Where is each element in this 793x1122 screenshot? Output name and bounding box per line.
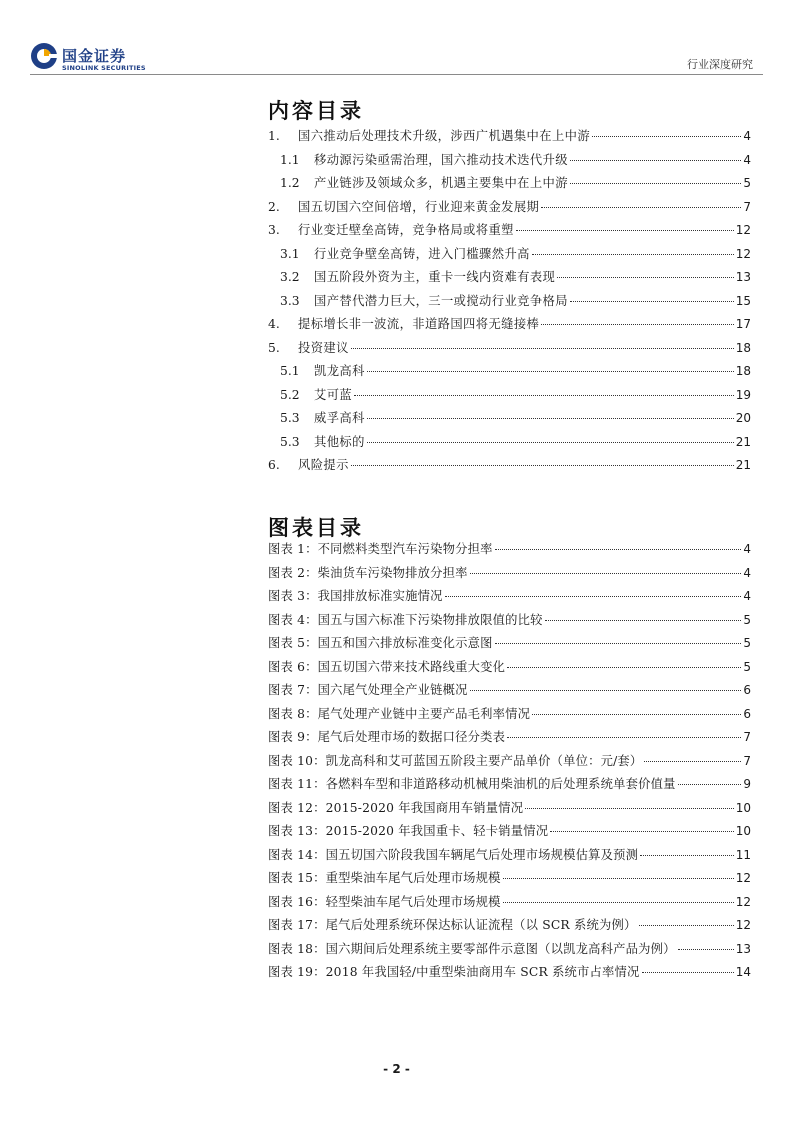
- toc-entry[interactable]: [268, 197, 751, 221]
- toc-entry[interactable]: [268, 455, 751, 479]
- figure-title: 图表 18：国六期间后处理系统主要零部件示意图（以凯龙高科产品为例）: [268, 941, 676, 956]
- page-ref: 17: [735, 317, 751, 331]
- dot-leader: [367, 371, 734, 372]
- dot-leader: [550, 831, 733, 832]
- toc-entry-title: 移动源污染亟需治理，国六推动技术迭代升级: [314, 152, 568, 167]
- dot-leader: [532, 254, 734, 255]
- figure-title: 图表 12：2015-2020 年我国商用车销量情况: [268, 800, 524, 815]
- dot-leader: [570, 160, 741, 161]
- figure-list-item[interactable]: [268, 939, 751, 963]
- dot-leader: [470, 690, 742, 691]
- toc-entry[interactable]: [268, 126, 751, 150]
- figure-title: 图表 17：尾气后处理系统环保达标认证流程（以 SCR 系统为例）: [268, 918, 637, 932]
- dot-leader: [640, 855, 734, 856]
- dot-leader: [557, 277, 733, 278]
- toc-entry[interactable]: [268, 173, 751, 197]
- page-ref: 10: [735, 824, 751, 838]
- figure-list-item[interactable]: [268, 680, 751, 704]
- page-ref: 12: [735, 871, 751, 885]
- toc-entry-number: 2.: [268, 199, 280, 214]
- toc-entry[interactable]: [268, 244, 751, 268]
- page-ref: 5: [743, 636, 751, 650]
- figure-title: 图表 6：国五切国六带来技术路线重大变化: [268, 659, 506, 674]
- page-ref: 12: [735, 918, 751, 932]
- page-ref: 10: [735, 800, 751, 815]
- logo-mark-icon: [30, 42, 58, 70]
- toc-entry-number: 5.: [268, 340, 280, 355]
- dot-leader: [678, 949, 734, 950]
- page-ref: 6: [743, 706, 751, 721]
- page-ref: 4: [743, 129, 751, 143]
- dot-leader: [351, 348, 734, 349]
- page-ref: 12: [735, 894, 751, 909]
- report-type: 行业深度研究: [687, 58, 753, 71]
- figure-title: 图表 14：国五切国六阶段我国车辆尾气后处理市场规模估算及预测: [268, 847, 639, 862]
- toc-entry[interactable]: [268, 408, 751, 432]
- page-ref: 12: [735, 223, 751, 237]
- toc-title: 内容目录: [268, 99, 364, 123]
- page-ref: 4: [743, 589, 751, 603]
- figure-title: 图表 8：尾气处理产业链中主要产品毛利率情况: [268, 706, 531, 721]
- toc-entry-number: 5.3: [280, 411, 300, 425]
- page-ref: 15: [735, 293, 751, 308]
- figure-title: 图表 15：重型柴油车尾气后处理市场规模: [268, 871, 501, 885]
- dot-leader: [495, 549, 742, 550]
- dot-leader: [470, 573, 742, 574]
- dot-leader: [642, 972, 734, 973]
- page-ref: 4: [743, 565, 751, 580]
- page-ref: 5: [743, 659, 751, 674]
- figure-title: 图表 13：2015-2020 年我国重卡、轻卡销量情况: [268, 824, 549, 838]
- figure-title: 图表 7：国六尾气处理全产业链概况: [268, 683, 468, 697]
- page-ref: 5: [743, 612, 751, 627]
- toc-entry-title: 国五切国六空间倍增，行业迎来黄金发展期: [298, 199, 540, 214]
- dot-leader: [644, 761, 741, 762]
- figure-list-item[interactable]: [268, 751, 751, 775]
- toc-entry-title: 风险提示: [298, 458, 349, 472]
- toc-entry-number: 5.3: [280, 434, 300, 449]
- page-ref: 18: [735, 340, 751, 355]
- figure-list-item[interactable]: [268, 727, 751, 751]
- toc-entry[interactable]: [268, 150, 751, 174]
- page-header: [0, 0, 793, 80]
- dot-leader: [545, 620, 742, 621]
- toc-entry-number: 6.: [268, 458, 280, 472]
- page-ref: 13: [735, 941, 751, 956]
- figure-title: 图表 2：柴油货车污染物排放分担率: [268, 565, 468, 580]
- company-logo: [30, 42, 160, 78]
- toc-entry-number: 3.2: [280, 270, 300, 284]
- logo-english-name: SINOLINK SECURITIES: [62, 64, 146, 72]
- toc-entry-number: 5.2: [280, 387, 300, 402]
- dot-leader: [570, 183, 741, 184]
- toc-entry[interactable]: [268, 361, 751, 385]
- toc-entry-number: 5.1: [280, 364, 300, 378]
- toc-entry[interactable]: [268, 267, 751, 291]
- dot-leader: [639, 925, 734, 926]
- figures-title: 图表目录: [268, 516, 364, 540]
- page-ref: 18: [735, 364, 751, 378]
- toc-entry-number: 1.: [268, 129, 280, 143]
- dot-leader: [541, 207, 741, 208]
- figure-title: 图表 10：凯龙高科和艾可蓝国五阶段主要产品单价（单位：元/套）: [268, 753, 643, 768]
- figure-list-item[interactable]: [268, 915, 751, 939]
- toc-entry-title: 投资建议: [298, 340, 349, 355]
- figure-list-item[interactable]: [268, 610, 751, 634]
- page-ref: 6: [743, 683, 751, 697]
- figure-list-item[interactable]: [268, 774, 751, 798]
- page-ref: 5: [743, 176, 751, 190]
- toc-entry-number: 3.3: [280, 293, 300, 308]
- figure-list-item[interactable]: [268, 845, 751, 869]
- figure-title: 图表 3：我国排放标准实施情况: [268, 589, 443, 603]
- dot-leader: [367, 418, 734, 419]
- toc-entry-title: 行业竞争壁垒高铸，进入门槛骤然升高: [314, 246, 530, 261]
- dot-leader: [516, 230, 734, 231]
- logo-chinese-name: 国金证券: [62, 47, 127, 65]
- figure-list-item[interactable]: [268, 704, 751, 728]
- figure-title: 图表 11：各燃料车型和非道路移动机械用柴油机的后处理系统单套价值量: [268, 777, 676, 791]
- toc-list: [268, 126, 751, 479]
- figure-title: 图表 16：轻型柴油车尾气后处理市场规模: [268, 894, 501, 909]
- toc-entry-number: 3.: [268, 223, 280, 237]
- page-ref: 4: [743, 542, 751, 556]
- figure-title: 图表 9：尾气后处理市场的数据口径分类表: [268, 730, 506, 744]
- dot-leader: [592, 136, 741, 137]
- toc-entry-title: 国产替代潜力巨大，三一或搅动行业竞争格局: [314, 293, 568, 308]
- dot-leader: [367, 442, 734, 443]
- page-ref: 14: [735, 965, 751, 979]
- dot-leader: [503, 902, 734, 903]
- toc-entry-title: 国六推动后处理技术升级，涉西广机遇集中在上中游: [298, 129, 591, 143]
- page-ref: 21: [735, 458, 751, 472]
- figure-list-item[interactable]: [268, 633, 751, 657]
- toc-entry-title: 其他标的: [314, 434, 365, 449]
- toc-entry[interactable]: [268, 220, 751, 244]
- dot-leader: [532, 714, 741, 715]
- header-divider: [30, 74, 763, 75]
- dot-leader: [354, 395, 734, 396]
- page-ref: 13: [735, 270, 751, 284]
- figure-list-item[interactable]: [268, 892, 751, 916]
- figure-list-item[interactable]: [268, 962, 751, 986]
- toc-entry[interactable]: [268, 314, 751, 338]
- figure-list-item[interactable]: [268, 586, 751, 610]
- toc-entry-number: 4.: [268, 317, 280, 331]
- page-ref: 12: [735, 246, 751, 261]
- figure-title: 图表 4：国五与国六标准下污染物排放限值的比较: [268, 612, 543, 627]
- toc-entry-number: 1.2: [280, 176, 300, 190]
- toc-entry[interactable]: [268, 385, 751, 409]
- toc-entry-title: 艾可蓝: [314, 387, 353, 402]
- page-number: - 2 -: [383, 1062, 410, 1076]
- figure-list-item[interactable]: [268, 798, 751, 822]
- toc-entry-number: 1.1: [280, 152, 300, 167]
- toc-entry-title: 行业变迁壁垒高铸，竞争格局或将重塑: [298, 223, 514, 237]
- toc-entry-title: 提标增长非一波流，非道路国四将无缝接棒: [298, 317, 540, 331]
- figures-list: [268, 539, 751, 986]
- dot-leader: [570, 301, 734, 302]
- page-ref: 20: [735, 411, 751, 425]
- page-ref: 7: [743, 730, 751, 744]
- dot-leader: [495, 643, 742, 644]
- dot-leader: [507, 737, 741, 738]
- dot-leader: [503, 878, 734, 879]
- page-ref: 7: [743, 753, 751, 768]
- toc-entry-title: 国五阶段外资为主，重卡一线内资难有表现: [314, 270, 556, 284]
- figure-list-item[interactable]: [268, 657, 751, 681]
- page-ref: 4: [743, 152, 751, 167]
- page-ref: 7: [743, 199, 751, 214]
- toc-entry-title: 威孚高科: [314, 411, 365, 425]
- dot-leader: [507, 667, 741, 668]
- figure-title: 图表 1：不同燃料类型汽车污染物分担率: [268, 542, 493, 556]
- toc-entry[interactable]: [268, 338, 751, 362]
- dot-leader: [525, 808, 733, 809]
- page-ref: 11: [735, 847, 751, 862]
- figure-list-item[interactable]: [268, 821, 751, 845]
- page-ref: 21: [735, 434, 751, 449]
- page-ref: 19: [735, 387, 751, 402]
- toc-entry[interactable]: [268, 291, 751, 315]
- dot-leader: [445, 596, 742, 597]
- dot-leader: [351, 465, 734, 466]
- figure-title: 图表 19：2018 年我国轻/中重型柴油商用车 SCR 系统市占率情况: [268, 965, 640, 979]
- figure-list-item[interactable]: [268, 539, 751, 563]
- toc-entry-number: 3.1: [280, 246, 300, 261]
- figure-list-item[interactable]: [268, 563, 751, 587]
- toc-entry-title: 产业链涉及领域众多，机遇主要集中在上中游: [314, 176, 568, 190]
- dot-leader: [541, 324, 733, 325]
- figure-title: 图表 5：国五和国六排放标准变化示意图: [268, 636, 493, 650]
- toc-entry-title: 凯龙高科: [314, 364, 365, 378]
- dot-leader: [678, 784, 742, 785]
- figure-list-item[interactable]: [268, 868, 751, 892]
- toc-entry[interactable]: [268, 432, 751, 456]
- page-ref: 9: [743, 777, 751, 791]
